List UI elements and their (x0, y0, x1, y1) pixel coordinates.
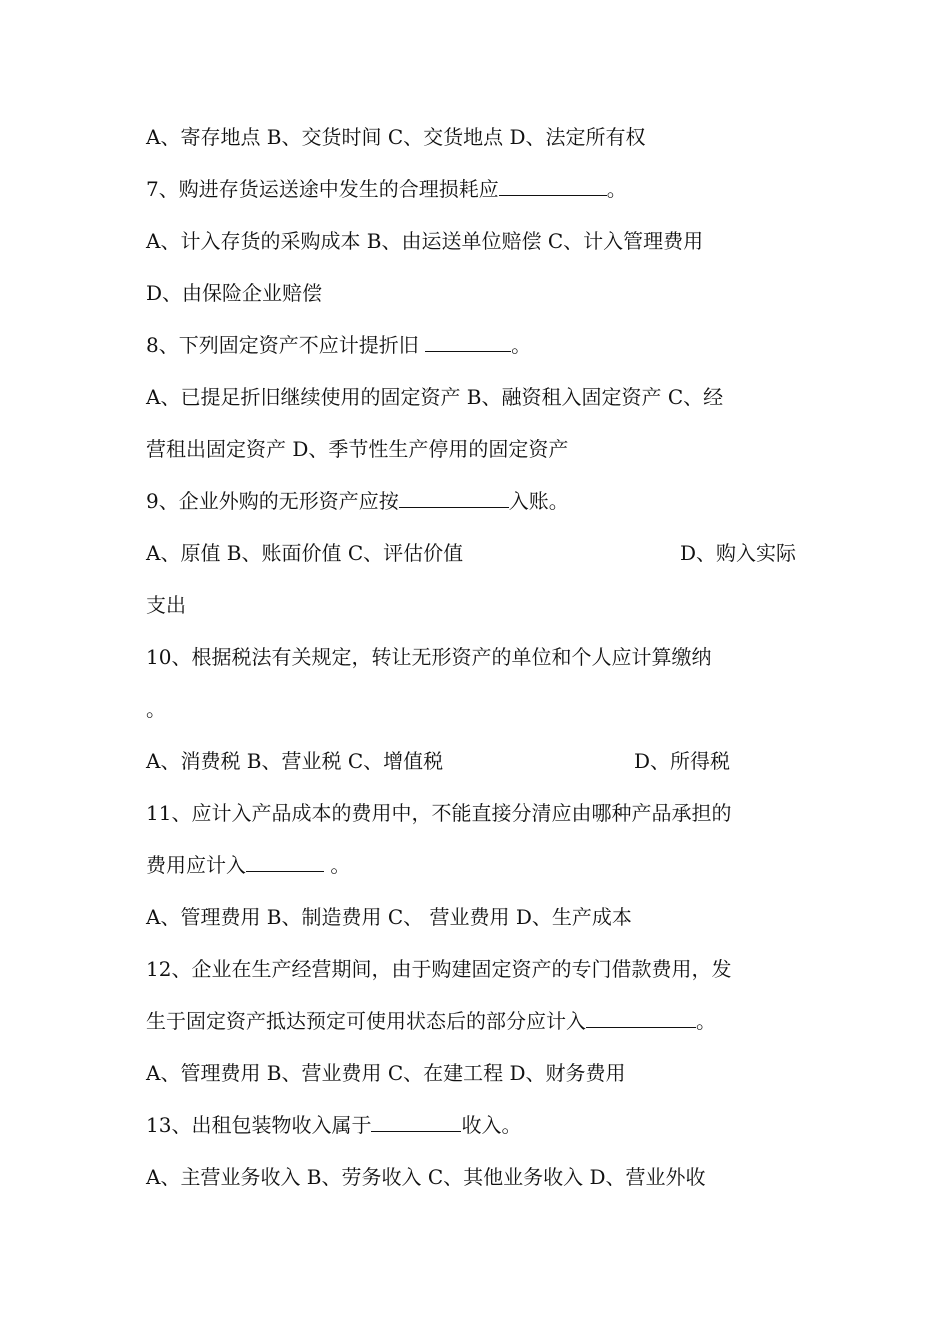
q13-question-end: 收入。 (461, 1113, 522, 1137)
answer-blank[interactable] (371, 1111, 461, 1132)
q12-question-line-2 (146, 1007, 816, 1035)
q8-question-end: 。 (511, 333, 532, 357)
q9-options-line-2 (146, 591, 816, 619)
q10-options-text: A、消费税 B、营业税 C、增值税 (146, 749, 444, 773)
q7-options-text-2: D、由保险企业赔偿 (146, 281, 323, 305)
q13-options-text: A、主营业务收入 B、劳务收入 C、其他业务收入 D、营业外收 (146, 1165, 706, 1189)
q12-question-line-1 (146, 955, 816, 983)
q7-question-text: 7、购进存货运送途中发生的合理损耗应 (146, 177, 499, 201)
q9-question-end: 入账。 (508, 489, 569, 513)
answer-blank[interactable] (586, 1007, 696, 1028)
q6-options (146, 123, 816, 151)
q12-options (146, 1059, 816, 1087)
q9-question-text: 9、企业外购的无形资产应按 (146, 489, 399, 513)
answer-blank[interactable] (499, 175, 607, 196)
q9-option-d: D、购入实际 (680, 541, 797, 565)
q10-question (146, 643, 816, 671)
q11-question-end: 。 (324, 853, 351, 877)
q8-options-text-2: 营租出固定资产 D、季节性生产停用的固定资产 (146, 437, 569, 461)
q13-question-text: 13、出租包装物收入属于 (146, 1113, 372, 1137)
q12-question-end: 。 (696, 1009, 716, 1033)
q9-question (146, 487, 816, 515)
q12-options-text: A、管理费用 B、营业费用 C、在建工程 D、财务费用 (146, 1061, 626, 1085)
answer-blank[interactable] (399, 487, 509, 508)
q10-option-d: D、所得税 (634, 749, 731, 773)
q10-question-end: 。 (146, 697, 166, 721)
q9-options-line-1 (146, 539, 816, 567)
q7-question-end: 。 (606, 177, 627, 201)
q13-options (146, 1163, 816, 1191)
q7-options-text-1: A、计入存货的采购成本 B、由运送单位赔偿 C、计入管理费用 (146, 229, 704, 253)
q11-question-text-2: 费用应计入 (146, 853, 246, 877)
answer-blank[interactable] (425, 331, 511, 352)
q12-question-text-2: 生于固定资产抵达预定可使用状态后的部分应计入 (146, 1009, 586, 1033)
q11-options-text: A、管理费用 B、制造费用 C、 营业费用 D、生产成本 (146, 905, 632, 929)
q9-options-text-2: 支出 (146, 593, 186, 617)
q10-question-text: 10、根据税法有关规定，转让无形资产的单位和个人应计算缴纳 (146, 645, 712, 669)
q11-question-text-1: 11、应计入产品成本的费用中，不能直接分清应由哪种产品承担的 (146, 801, 732, 825)
q8-options-text-1: A、已提足折旧继续使用的固定资产 B、融资租入固定资产 C、经 (146, 385, 724, 409)
answer-blank[interactable] (246, 851, 324, 872)
q10-question-end-line (146, 695, 816, 723)
q11-options (146, 903, 816, 931)
q11-question-line-1 (146, 799, 816, 827)
q12-question-text-1: 12、企业在生产经营期间，由于购建固定资产的专门借款费用，发 (146, 957, 732, 981)
q7-question (146, 175, 816, 203)
q10-options (146, 747, 816, 775)
q8-options-line-1 (146, 383, 816, 411)
q7-options-line-1 (146, 227, 816, 255)
q8-question-text: 8、下列固定资产不应计提折旧 (146, 333, 426, 357)
q11-question-line-2 (146, 851, 816, 879)
q9-options-text-1: A、原值 B、账面价值 C、评估价值 (146, 541, 464, 565)
q13-question (146, 1111, 816, 1139)
q8-options-line-2 (146, 435, 816, 463)
q8-question (146, 331, 816, 359)
q7-options-line-2 (146, 279, 816, 307)
q6-options-text: A、寄存地点 B、交货时间 C、交货地点 D、法定所有权 (146, 125, 646, 149)
